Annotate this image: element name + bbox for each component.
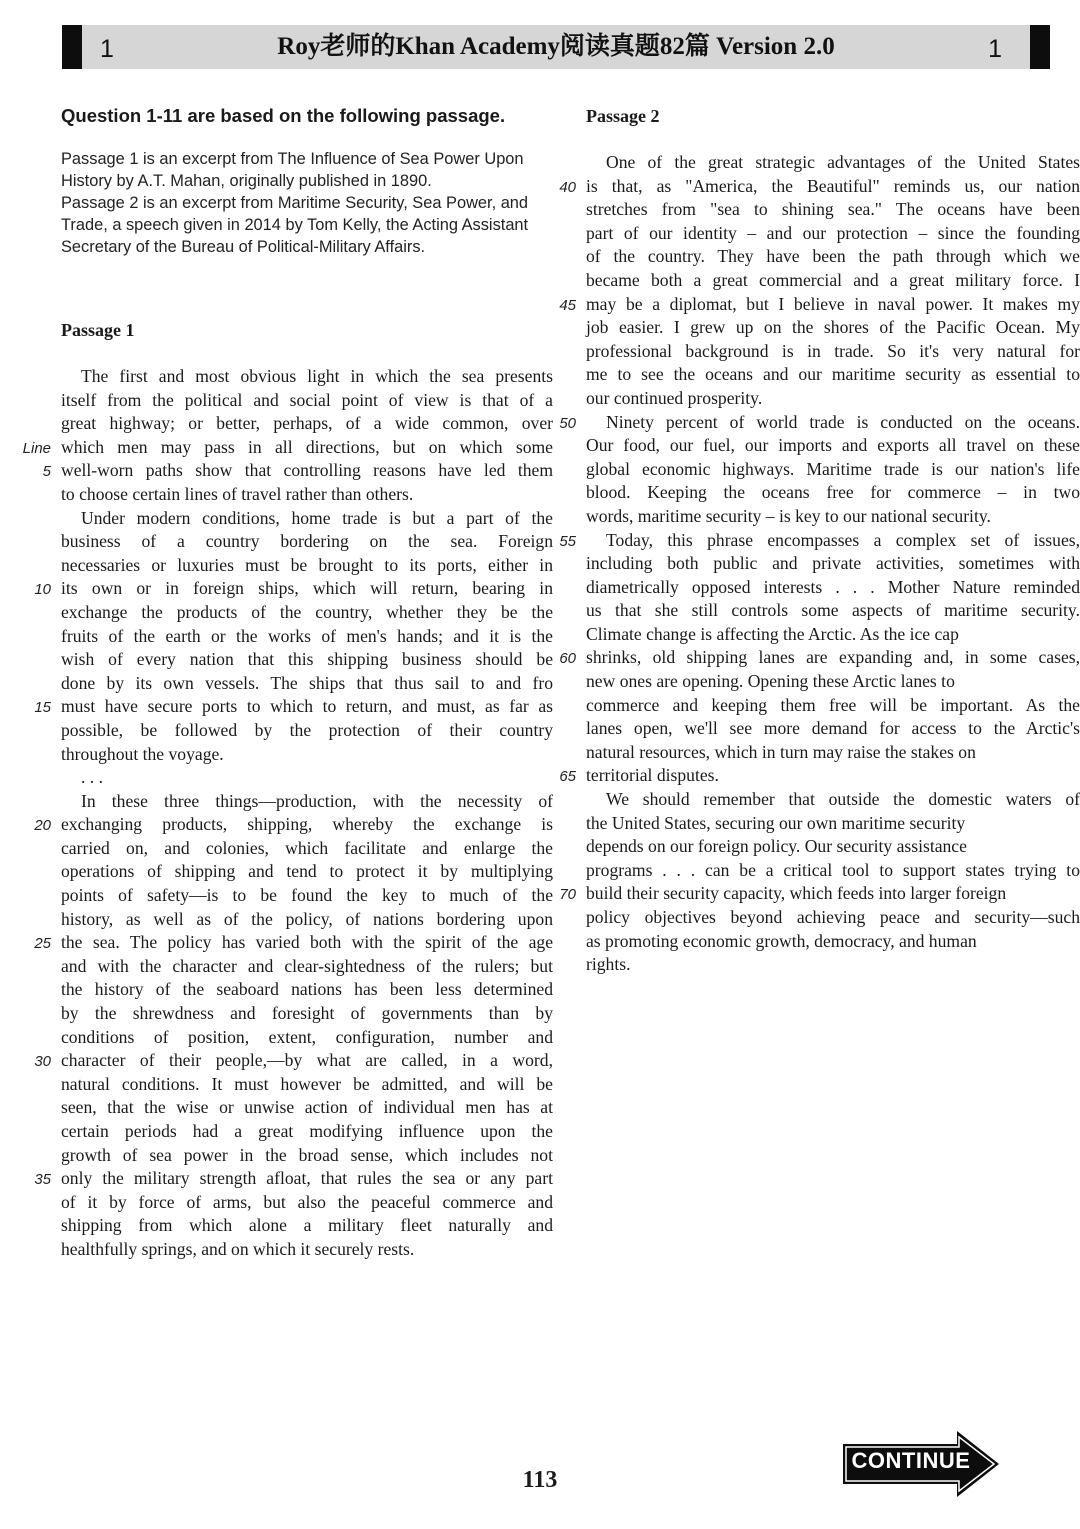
- line-number: 25: [34, 935, 51, 953]
- text-line: 30 character of their people,—by what are called, in a word,: [61, 1049, 553, 1073]
- text-line: 25 the sea. The policy has varied both with the spirit of the age: [61, 931, 553, 955]
- page-header: [62, 25, 1050, 69]
- text-line: stretches from "sea to shining sea." The oceans have been: [586, 199, 1080, 220]
- text-line: Climate change is affecting the Arctic. As the ice cap: [586, 623, 959, 644]
- text-line: points of safety—is to be found the key to much of the: [61, 885, 553, 906]
- text-line: carried on, and colonies, which facilitate and enlarge the: [61, 837, 553, 858]
- text-line: professional background is in trade. So it's very natural for: [586, 340, 1080, 361]
- text-line: us that she still controls some aspects of maritime security.: [586, 600, 1080, 621]
- text-line: necessaries or luxuries must be brought to its ports, either in: [61, 554, 553, 575]
- text-line: business of a country bordering on the sea. Foreign: [61, 531, 553, 552]
- text-line: growth of sea power in the broad sense, which includes not: [61, 1144, 553, 1165]
- line-number: 35: [34, 1171, 51, 1189]
- text-line: fruits of the earth or the works of men's hands; and it is the: [61, 625, 553, 646]
- passage-1-text: [22, 365, 553, 1262]
- text-line: became both a great commercial and a great military force. I: [586, 269, 1080, 290]
- text-line: We should remember that outside the domestic waters of: [606, 789, 1080, 810]
- text-line: 45 may be a diplomat, but I believe in naval power. It makes my: [586, 293, 1080, 317]
- passage-2-title: Passage 2: [586, 106, 660, 126]
- line-label: Line: [22, 439, 51, 457]
- header-title: Roy老师的Khan Academy阅读真题82篇 Version 2.0: [277, 33, 835, 60]
- line-number: 45: [559, 296, 576, 314]
- text-line: 15 must have secure ports to which to return, and must, as far as: [61, 695, 553, 719]
- line-number: 40: [559, 178, 576, 196]
- line-number: 10: [34, 581, 51, 599]
- text-line: conditions of position, extent, configuration, number and: [61, 1026, 553, 1047]
- text-line: In these three things—production, with the necessity of: [81, 790, 553, 811]
- line-number: 50: [559, 414, 576, 432]
- line-number: 15: [34, 699, 51, 717]
- text-line: 65 territorial disputes.: [586, 764, 1080, 788]
- line-number: 55: [559, 532, 576, 550]
- text-line: healthfully springs, and on which it securely rests.: [61, 1238, 415, 1259]
- page-number: 113: [522, 1467, 558, 1493]
- text-line: to choose certain lines of travel rather than others.: [61, 483, 414, 504]
- text-line: depends on our foreign policy. Our security assistance: [586, 836, 967, 857]
- line-number: 70: [559, 886, 576, 904]
- text-line: diametrically opposed interests . . . Mother Nature reminded: [586, 576, 1080, 597]
- text-line: 60 shrinks, old shipping lanes are expanding and, in some cases,: [586, 646, 1080, 670]
- text-line: 35 only the military strength afloat, that rules the sea or any part: [61, 1167, 553, 1191]
- text-line: of it by force of arms, but also the peaceful commerce and: [61, 1191, 553, 1212]
- text-line: programs . . . can be a critical tool to support states trying to: [586, 859, 1080, 880]
- text-line: One of the great strategic advantages of the United States: [606, 152, 1080, 172]
- text-line: certain periods had a great modifying influence upon the: [61, 1121, 553, 1141]
- header-right-block: [1030, 25, 1050, 69]
- text-line: the history of the seaboard nations has been less determined: [61, 979, 553, 1000]
- text-line: exchange the products of the country, whether they be the: [61, 601, 553, 622]
- passage-1-title: Passage 1: [61, 320, 135, 340]
- text-line: commerce and keeping them free will be important. As the: [586, 694, 1080, 715]
- text-line: itself from the political and social point of view is that of a: [61, 389, 553, 410]
- text-line: done by its own vessels. The ships that thus sail to and fro: [61, 672, 553, 693]
- line-number: 30: [34, 1053, 51, 1071]
- header-left-number: 1: [100, 35, 114, 63]
- passage-intro: [61, 148, 553, 258]
- text-line: Under modern conditions, home trade is but a part of the: [81, 507, 553, 528]
- text-line: job easier. I grew up on the shores of the Pacific Ocean. My: [586, 317, 1080, 338]
- text-line: possible, be followed by the protection of their country: [61, 719, 553, 740]
- text-line: 55 Today, this phrase encompasses a complex set of issues,: [586, 529, 1080, 553]
- text-line: seen, that the wise or unwise action of individual men has at: [61, 1097, 553, 1118]
- text-line: of the country. They have been the path through which we: [586, 246, 1080, 267]
- line-number: 60: [559, 650, 576, 668]
- text-line: great highway; or better, perhaps, of a wide common, over: [61, 413, 553, 434]
- text-line: and with the character and clear-sightedness of the rulers; but: [61, 955, 553, 976]
- text-line: as promoting economic growth, democracy, and human: [586, 930, 977, 951]
- text-line: operations of shipping and tend to protect it by multiplying: [61, 861, 553, 882]
- text-line: including both public and private activities, sometimes with: [586, 553, 1080, 574]
- line-number: 65: [559, 768, 576, 786]
- question-heading: Question 1-11 are based on the following passage.: [61, 105, 506, 126]
- text-line: natural conditions. It must however be admitted, and will be: [61, 1073, 553, 1094]
- text-line: 5 well-worn paths show that controlling reasons have led them: [61, 459, 553, 483]
- text-line: 40 is that, as "America, the Beautiful" reminds us, our nation: [586, 175, 1080, 199]
- text-line: the United States, securing our own maritime security: [586, 812, 966, 833]
- continue-arrow-icon: [843, 1431, 999, 1498]
- text-line: by the shrewdness and foresight of governments than by: [61, 1003, 553, 1024]
- text-line: 50 Ninety percent of world trade is conducted on the oceans.: [586, 411, 1080, 435]
- text-line: new ones are opening. Opening these Arctic lanes to: [586, 671, 955, 692]
- text-line: words, maritime security – is key to our national security.: [586, 505, 991, 526]
- text-line: natural resources, which in turn may raise the stakes on: [586, 741, 976, 762]
- text-line: policy objectives beyond achieving peace and security—such: [586, 907, 1080, 927]
- text-line: blood. Keeping the oceans free for commerce – in two: [586, 482, 1080, 503]
- text-line: Line which men may pass in all directions, but on which some: [61, 436, 553, 460]
- text-line: 20 exchanging products, shipping, whereby the exchange is: [61, 813, 553, 837]
- text-line: 70 build their security capacity, which feeds into larger foreign: [586, 882, 1080, 906]
- header-right-number: 1: [988, 35, 1002, 63]
- text-line: global economic highways. Maritime trade is our nation's life: [586, 458, 1080, 479]
- line-number: 20: [34, 817, 51, 835]
- text-line: . . .: [81, 767, 103, 788]
- text-line: wish of every nation that this shipping business should be: [61, 649, 553, 670]
- continue-label: CONTINUE: [851, 1448, 971, 1473]
- text-line: 10 its own or in foreign ships, which will return, bearing in: [61, 577, 553, 601]
- line-number: 5: [42, 463, 51, 481]
- text-line: The first and most obvious light in which the sea presents: [81, 366, 553, 386]
- intro-passage-1: Passage 1 is an excerpt from The Influence of Sea Power Upon History by A.T. Mahan, originally published in 1890.: [61, 150, 524, 190]
- text-line: Our food, our fuel, our imports and exports all travel on these: [586, 435, 1080, 456]
- text-line: lanes open, we'll see more demand for access to the Arctic's: [586, 718, 1080, 739]
- text-line: rights.: [586, 954, 631, 975]
- passage-2-text: [559, 151, 1080, 977]
- intro-passage-2: Passage 2 is an excerpt from Maritime Security, Sea Power, and Trade, a speech given in 2014 by Tom Kelly, the Acting Assistant Secretary of the Bureau of Political-Military Affairs.: [61, 194, 529, 256]
- text-line: throughout the voyage.: [61, 743, 224, 764]
- text-line: history, as well as of the policy, of nations bordering upon: [61, 908, 553, 929]
- text-line: shipping from which alone a military fleet naturally and: [61, 1215, 553, 1236]
- text-line: part of our identity – and our protection – since the founding: [586, 222, 1080, 243]
- text-line: me to see the oceans and our maritime security as essential to: [586, 364, 1080, 385]
- text-line: our continued prosperity.: [586, 387, 763, 408]
